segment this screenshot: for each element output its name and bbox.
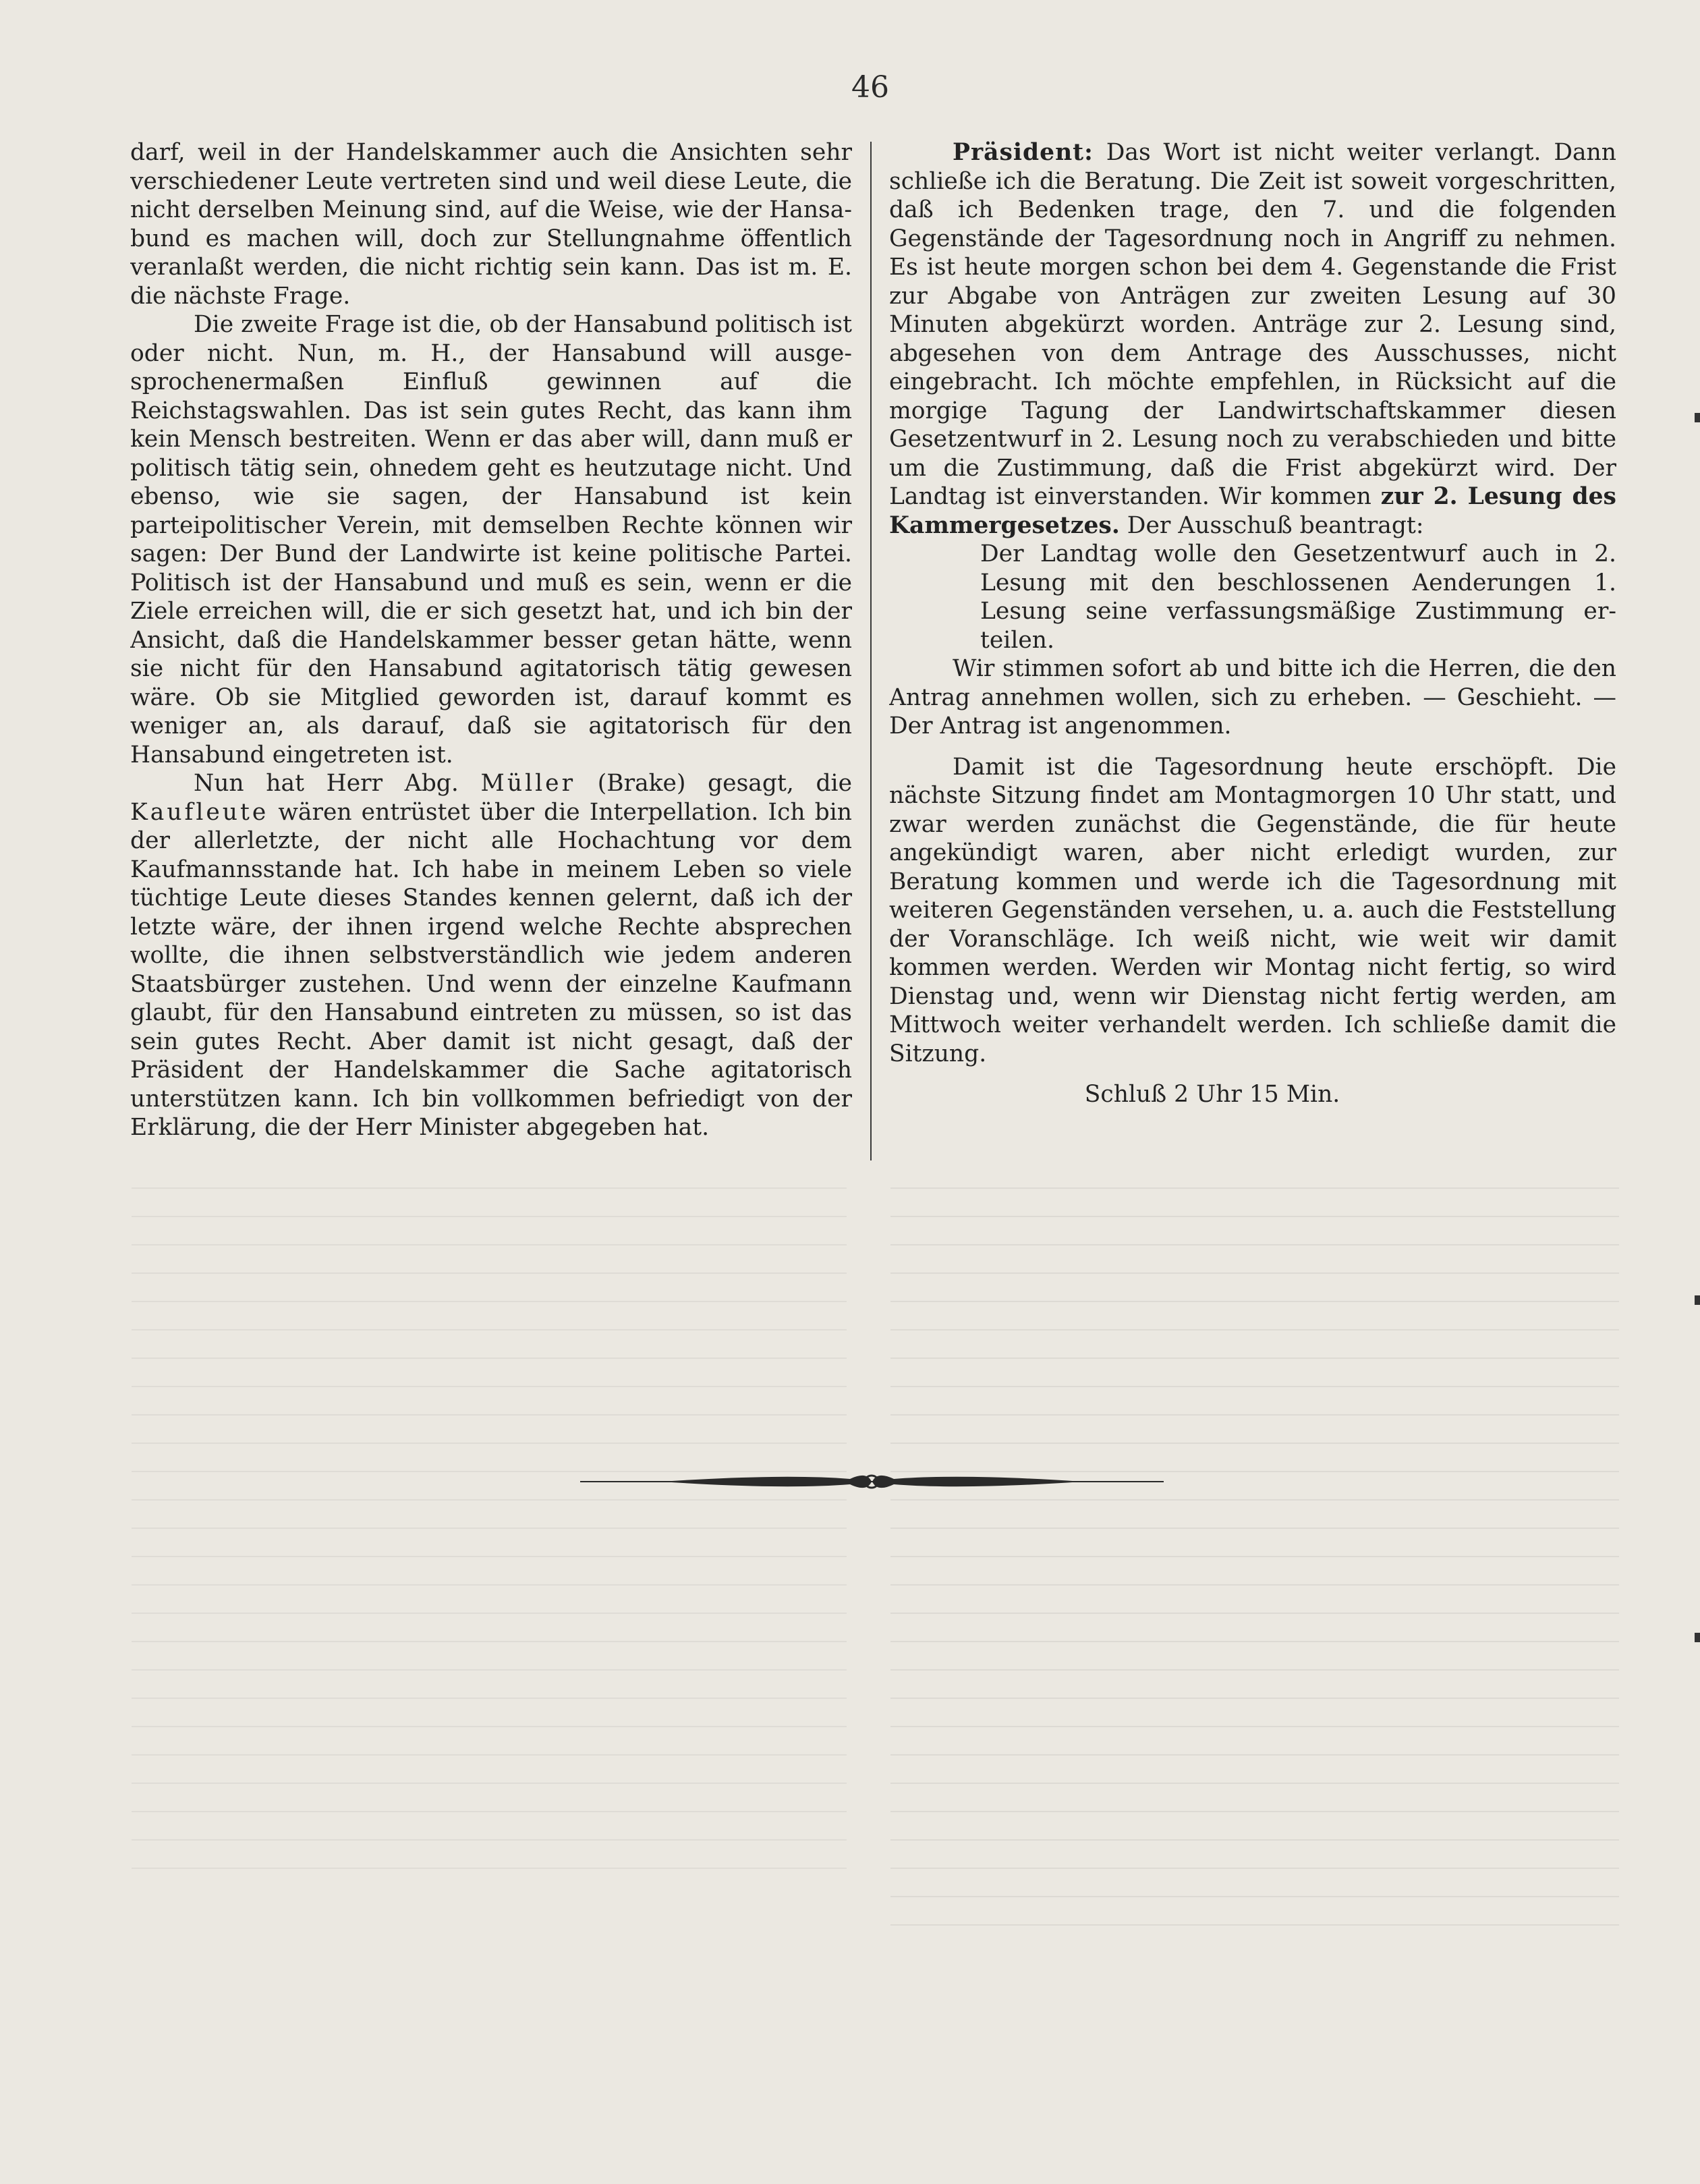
paragraph: Damit ist die Tagesordnung heute erschöpft. Die nächste Sitzung findet am Montagmorgen 10 Uhr statt, und zwar werden zunächst die Gegenstände, die für heute angekündigt waren, aber nicht erledigt wurden, zur Beratung kommen und werde ich die Tagesordnung mit weiteren Gegenständen versehen, u. a. auch die Feststellung der Voranschläge. Ich weiß nicht, wie weit wir damit kommen werden. Werden wir Montag nicht fertig, so wird Dienstag und, wenn wir Dienstag nicht fertig werden, am Mittwoch weiter verhandelt werden. Ich schließe damit die Sitzung. — [889, 753, 1616, 1067]
right-column — [889, 138, 1616, 1177]
paragraph-text: (Brake) gesagt, die — [575, 770, 852, 797]
bold-phrase: zur 2. Lesung des Kammergesetzes. — [889, 483, 1616, 539]
edge-mark — [1695, 1633, 1700, 1642]
motion-text: Der Landtag wolle den Gesetzentwurf auch in 2. Lesung mit den beschlossenen Aenderungen 1. Lesung seine verfassungsmäßige Zustimmung erteilen. — [980, 540, 1616, 654]
edge-mark — [1695, 1295, 1700, 1305]
paragraph: darf, weil in der Handelskammer auch die Ansichten sehr verschiedener Leute vertreten sind und weil diese Leute, die nicht derselben Meinung sind, auf die Weise, wie der Hansabund es machen will, doch zur Stellungnahme öffentlich veranlaßt werden, die nicht richtig sein kann. Das ist m. E. die nächste Frage. — [130, 139, 852, 310]
bleed-through-left — [132, 1187, 847, 1896]
bleed-through-right — [890, 1187, 1619, 1943]
left-column — [130, 138, 852, 1177]
paragraph: Die zweite Frage ist die, ob der Hansabund politisch ist oder nicht. Nun, m. H., der Hansabund will ausgesprochenermaßen Einfluß gewinnen auf die Reichstagswahlen. Das ist sein gutes Recht, das kann ihm kein Mensch bestreiten. Wenn er das aber will, dann muß er politisch tätig sein, ohnedem geht es heutzutage nicht. Und ebenso, wie sie sagen, der Hansabund ist kein parteipolitischer Verein, mit demselben Rechte können wir sagen: Der Bund der Landwirte ist keine politische Partei. Politisch ist der Hansabund und muß es sein, wenn er die Ziele erreichen will, die er sich gesetzt hat, und ich bin der Ansicht, daß die Handelskammer besser getan hätte, wenn sie nicht für den Hansabund agitatorisch tätig gewesen wäre. Ob sie Mitglied geworden ist, darauf kommt es weniger an, als darauf, daß sie agitatorisch für den Hansabund eingetreten ist. — [130, 311, 852, 768]
member-name: Müller — [480, 770, 576, 797]
speaker-label: Präsident: — [953, 139, 1094, 166]
column-divider — [870, 142, 872, 1160]
edge-mark — [1695, 413, 1700, 422]
session-end-note: Schluß 2 Uhr 15 Min. — [1084, 1081, 1340, 1108]
speech-text: Das Wort ist nicht weiter verlangt. Dann schließe ich die Beratung. Die Zeit ist soweit vorgeschritten, daß ich Bedenken trage, den 7. und die folgenden Gegenstände der Tagesordnung noch in Angriff zu nehmen. Es ist heute morgen schon bei dem 4. Gegenstande die Frist zur Abgabe von Anträgen zur zweiten Lesung auf 30 Minuten abgekürzt worden. Anträge zur 2. Lesung sind, abgesehen von dem Antrage des Ausschusses, nicht eingebracht. Ich möchte empfehlen, in Rücksicht auf die morgige Tagung der Landwirtschaftskammer diesen Gesetzentwurf in 2. Lesung noch zu verabschieden und bitte um die Zustimmung, daß die Frist abgekürzt wird. Der Landtag ist einverstanden. Wir kommen — [889, 139, 1616, 510]
paragraph: Wir stimmen sofort ab und bitte ich die Herren, die den Antrag annehmen wollen, sich zu erheben. — Geschieht. — Der Antrag ist angenommen. — [889, 655, 1616, 739]
paragraph-intro: Nun hat Herr Abg. — [194, 770, 481, 797]
paragraph — [889, 138, 1616, 540]
speech-text: Der Ausschuß beantragt: — [1119, 511, 1424, 539]
paragraph — [130, 769, 852, 1142]
decorative-rule-icon — [580, 1468, 1164, 1495]
paragraph-text: wären entrüstet über die Interpellation. Ich bin der allerletzte, der nicht alle Hochachtung vor dem Kaufmannsstande hat. Ich habe in meinem Leben so viele tüchtige Leute dieses Standes kennen gelernt, daß ich der letzte wäre, der ihnen irgend welche Rechte absprechen wollte, die ihnen selbstverständlich wie jedem anderen Staatsbürger zustehen. Und wenn der einzelne Kaufmann glaubt, für den Hansabund eintreten zu müssen, so ist das sein gutes Recht. Aber damit ist nicht gesagt, daß der Präsident der Handelskammer die Sache agitatorisch unterstützen kann. Ich bin vollkommen befriedigt von der Erklärung, die der Herr Minister abgegeben hat. — [130, 798, 852, 1141]
page-number: 46 — [851, 70, 889, 105]
emphasized-word: Kaufleute — [130, 798, 269, 826]
